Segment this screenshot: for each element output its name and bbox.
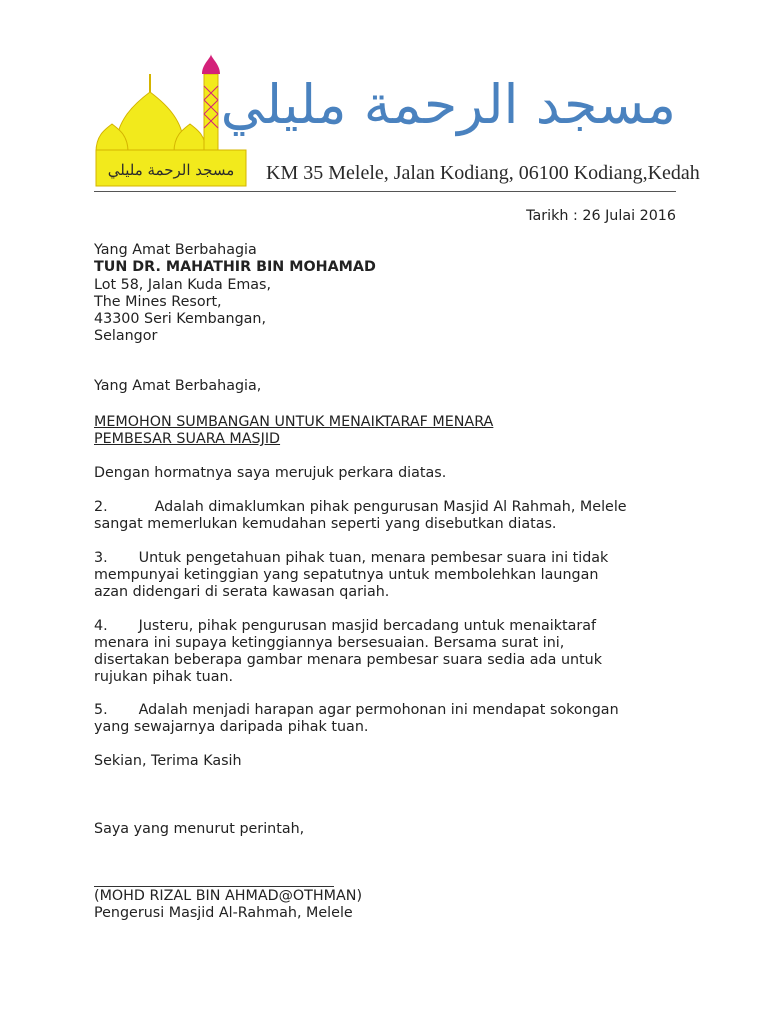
recipient-address-line: The Mines Resort,: [94, 294, 222, 310]
signature-line: [94, 886, 334, 887]
letterhead-address: KM 35 Melele, Jalan Kodiang, 06100 Kodiang,Kedah: [266, 162, 700, 184]
paragraph-4: [94, 618, 676, 635]
paragraph-line: azan didengari di serata kawasan qariah.: [94, 584, 390, 600]
opening-sentence: Dengan hormatnya saya merujuk perkara diatas.: [94, 465, 447, 481]
closing: Sekian, Terima Kasih: [94, 753, 242, 769]
paragraph-line: yang sewajarnya daripada pihak tuan.: [94, 719, 369, 735]
recipient-address-line: Selangor: [94, 328, 158, 344]
recipient-address-line: 43300 Seri Kembangan,: [94, 311, 267, 327]
subject-line: MEMOHON SUMBANGAN UNTUK MENAIKTARAF MENARA: [94, 414, 494, 430]
paragraph-line: sangat memerlukan kemudahan seperti yang disebutkan diatas.: [94, 516, 557, 532]
subject-line: PEMBESAR SUARA MASJID: [94, 431, 281, 447]
paragraph-number: 5.: [94, 702, 108, 718]
signatory-title: Pengerusi Masjid Al-Rahmah, Melele: [94, 905, 353, 921]
greeting: Yang Amat Berbahagia,: [94, 378, 262, 394]
paragraph-line: Adalah dimaklumkan pihak pengurusan Masjid Al Rahmah, Melele: [154, 499, 627, 515]
minaret: [204, 74, 218, 154]
header-divider: [94, 191, 676, 192]
recipient-salutation-line: Yang Amat Berbahagia: [94, 242, 257, 258]
paragraph-5: [94, 702, 676, 719]
paragraph-number: 4.: [94, 618, 108, 634]
recipient-address-line: Lot 58, Jalan Kuda Emas,: [94, 277, 272, 293]
paragraph-line: Adalah menjadi harapan agar permohonan ini mendapat sokongan: [138, 702, 619, 718]
sign-off: Saya yang menurut perintah,: [94, 821, 305, 837]
paragraph-line: Justeru, pihak pengurusan masjid bercadang untuk menaiktaraf: [138, 618, 597, 634]
minaret-top: [202, 54, 220, 74]
paragraph-line: mempunyai ketinggian yang sepatutnya untuk membolehkan laungan: [94, 567, 599, 583]
paragraph-line: rujukan pihak tuan.: [94, 669, 234, 685]
letterhead: [94, 52, 700, 192]
recipient-name: TUN DR. MAHATHIR BIN MOHAMAD: [94, 259, 376, 275]
signatory-name: (MOHD RIZAL BIN AHMAD@OTHMAN): [94, 888, 363, 904]
paragraph-line: Untuk pengetahuan pihak tuan, menara pembesar suara ini tidak: [138, 550, 609, 566]
paragraph-number: 3.: [94, 550, 108, 566]
arabic-mosque-name: مسجد الرحمة مليلي: [220, 73, 676, 136]
logo-caption: مسجد الرحمة مليلي: [107, 161, 235, 179]
paragraph-3: [94, 550, 676, 567]
paragraph-number: 2.: [94, 499, 108, 515]
paragraph-2: [94, 499, 676, 516]
paragraph-line: disertakan beberapa gambar menara pembesar suara sedia ada untuk: [94, 652, 603, 668]
paragraph-line: menara ini supaya ketinggiannya bersesuaian. Bersama surat ini,: [94, 635, 565, 651]
letter-date: Tarikh : 26 Julai 2016: [526, 208, 676, 224]
